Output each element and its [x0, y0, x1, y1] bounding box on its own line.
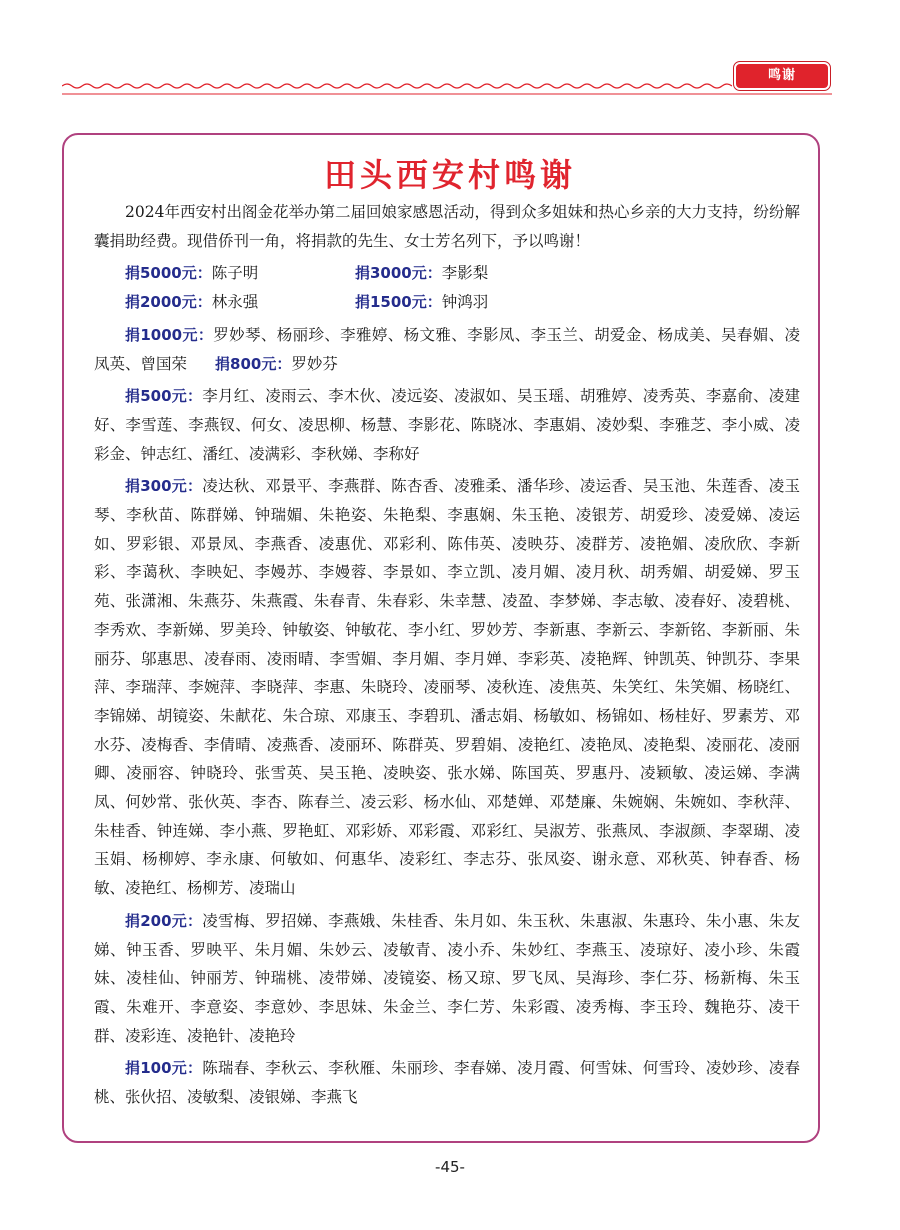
donor-names: 陈子明 — [211, 264, 259, 283]
page-title: 田头西安村鸣谢 — [323, 156, 576, 194]
donor-names: 钟鸿羽 — [441, 293, 489, 312]
donor-names: 罗妙琴、杨丽珍、李雅婷、杨文雅、李影凤、李玉兰、胡爱金、杨成美、吴春媚、凌凤英、曾国荣 — [94, 325, 800, 373]
donor-names: 陈瑞春、李秋云、李秋雁、朱丽珍、李春娣、凌月霞、何雪妹、何雪玲、凌妙珍、凌春桃、张伙招、凌敏梨、凌银娣、李燕飞 — [94, 1059, 800, 1107]
header-rule-line — [62, 88, 832, 100]
intro-paragraph: 2024年西安村出阁金花举办第二届回娘家感恩活动，得到众多姐妹和热心乡亲的大力支持，纷纷解囊捐助经费。现借侨刊一角，将捐款的先生、女士芳名列下，予以鸣谢！ — [94, 203, 800, 250]
donation-group-200 — [94, 907, 800, 1051]
amount-label: 捐1000元： — [125, 325, 214, 344]
donation-group-100 — [94, 1054, 800, 1111]
section-tag: 鸣谢 — [734, 62, 830, 90]
amount-label: 捐500元： — [125, 387, 203, 406]
article-body — [94, 198, 800, 1116]
amount-label: 捐2000元： — [125, 293, 212, 312]
amount-label: 捐800元： — [215, 354, 292, 373]
donor-names: 凌达秋、邓景平、李燕群、陈杏香、凌雅柔、潘华珍、凌运香、吴玉池、朱莲香、凌玉琴、李秋苗、陈群娣、钟瑞媚、朱艳姿、朱艳梨、李惠娴、朱玉艳、凌银芳、胡爱珍、凌爱娣、凌运如、罗彩银、邓景凤、李燕香、凌惠优、邓彩利、陈伟英、凌映芬、凌群芳、凌艳媚、凌欣欣、李新彩、李蔼秋、李映妃、李嫚苏、李嫚蓉、李景如、李立凯、凌月媚、凌月秋、胡秀媚、胡爱娣、罗玉苑、张潇湘、朱燕芬、朱燕霞、朱春青、朱春彩、朱幸慧、凌盈、李梦娣、李志敏、凌春好、凌碧桃、李秀欢、李新娣、罗美玲、钟敏姿、钟敏花、李小红、罗妙芳、李新惠、李新云、李新铭、李新丽、朱丽芬、邬惠思、凌春雨、凌雨晴、李雪媚、李月媚、李月婵、李彩英、凌艳辉、钟凯英、钟凯芬、李果萍、李瑞萍、李婉萍、李晓萍、李惠、朱晓玲、凌丽琴、凌秋连、凌焦英、朱笑红、朱笑媚、杨晓红、李锦娣、胡镜姿、朱献花、朱合琼、邓康玉、李碧玑、潘志娟、杨敏如、杨锦如、杨桂好、罗素芳、邓水芬、凌梅香、李倩晴、凌燕香、凌丽环、陈群英、罗碧娟、凌艳红、凌艳凤、凌艳梨、凌丽花、凌丽卿、凌丽容、钟晓玲、张雪英、吴玉艳、凌映姿、张水娣、陈国英、罗惠丹、凌颖敏、凌运娣、李满凤、何妙常、张伙英、李杏、陈春兰、凌云彩、杨水仙、邓楚婵、邓楚廉、朱婉娴、朱婉如、李秋萍、朱桂香、钟连娣、李小燕、罗艳虹、邓彩娇、邓彩霞、邓彩红、吴淑芳、张燕凤、李淑颜、李翠瑚、凌玉娟、杨柳婷、李永康、何敏如、何惠华、凌彩红、李志芬、张凤姿、谢永意、邓秋英、钟春香、杨敏、凌艳红、杨柳芳、凌瑞山 — [94, 477, 800, 898]
amount-label: 捐1500元： — [355, 293, 442, 312]
donation-row — [94, 259, 800, 288]
amount-label: 捐3000元： — [355, 264, 442, 283]
donation-group-1000 — [94, 321, 800, 378]
donor-names: 罗妙芬 — [291, 354, 338, 373]
amount-label: 捐100元： — [125, 1059, 203, 1078]
amount-label: 捐5000元： — [125, 264, 212, 283]
amount-label: 捐300元： — [125, 477, 203, 496]
donor-names: 李月红、凌雨云、李木伙、凌远姿、凌淑如、吴玉瑶、胡雅婷、凌秀英、李嘉俞、凌建好、李雪莲、李燕钗、何女、凌思柳、杨慧、李影花、陈晓冰、李惠娟、凌妙梨、李雅芝、李小威、凌彩金、钟志红、潘红、凌满彩、李秋娣、李称好 — [94, 387, 800, 463]
donation-group-500 — [94, 382, 800, 468]
amount-label: 捐200元： — [125, 911, 203, 930]
donor-names: 李影梨 — [441, 264, 489, 283]
donor-names: 林永强 — [211, 293, 259, 312]
donor-names: 凌雪梅、罗招娣、李燕娥、朱桂香、朱月如、朱玉秋、朱惠淑、朱惠玲、朱小惠、朱友娣、钟玉香、罗映平、朱月媚、朱妙云、凌敏青、凌小乔、朱妙红、李燕玉、凌琼好、凌小珍、朱霞妹、凌桂仙、钟丽芳、钟瑞桃、凌带娣、凌镜姿、杨又琼、罗飞凤、吴海珍、李仁芬、杨新梅、朱玉霞、朱难开、李意姿、李意妙、李思妹、朱金兰、李仁芳、朱彩霞、凌秀梅、李玉玲、魏艳芬、凌干群、凌彩连、凌艳针、凌艳玲 — [94, 911, 800, 1045]
donation-row — [94, 288, 800, 317]
donation-group-300 — [94, 472, 800, 903]
page-number: -45- — [435, 1158, 465, 1176]
